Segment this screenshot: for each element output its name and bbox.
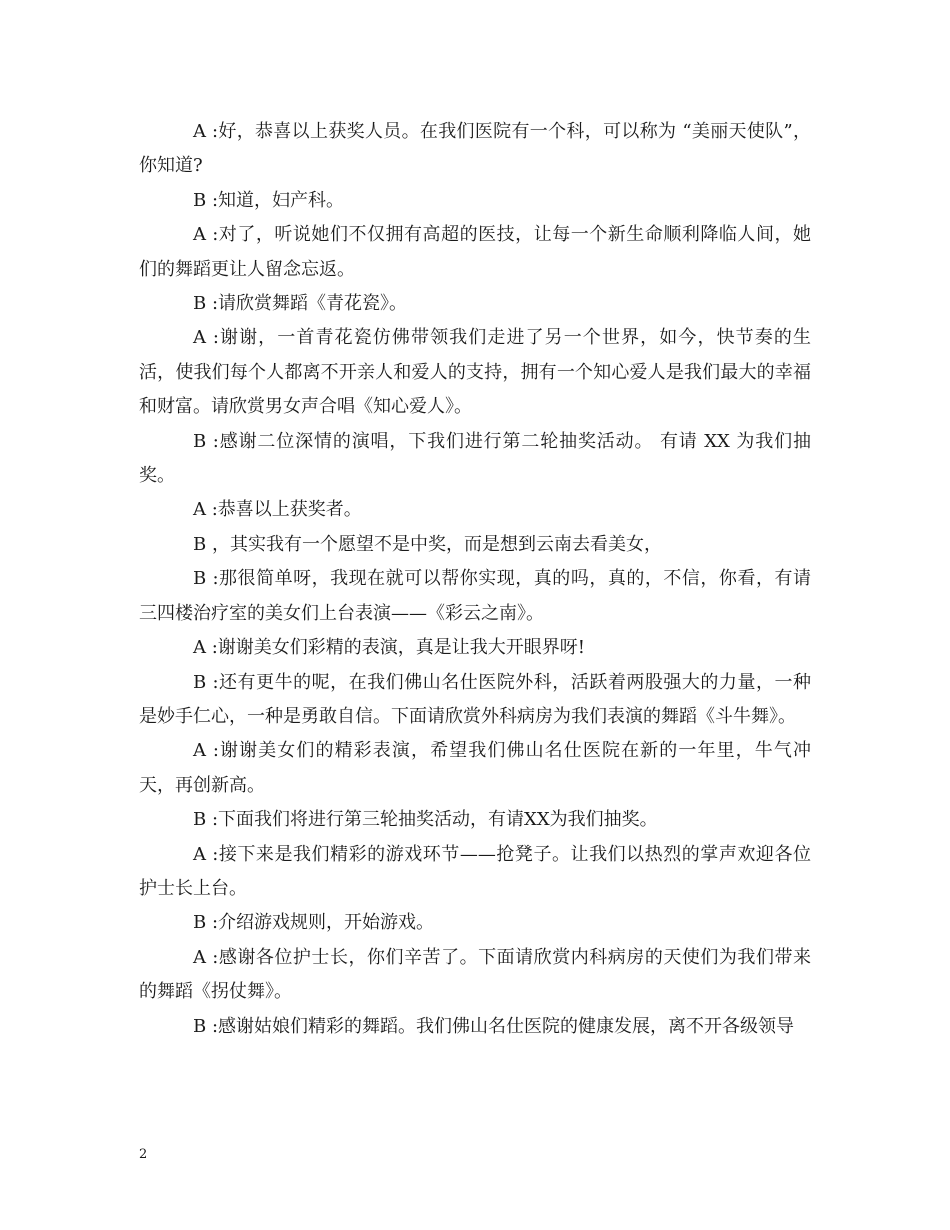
paragraph: A :感谢各位护士长，你们辛苦了。下面请欣赏内科病房的天使们为我们带来的舞蹈《拐仗舞》。 bbox=[139, 946, 811, 1003]
document-body bbox=[139, 115, 811, 1044]
paragraph: A :接下来是我们精彩的游戏环节——抢凳子。让我们以热烈的掌声欢迎各位护士长上台。 bbox=[139, 843, 811, 899]
paragraph: B :还有更牛的呢，在我们佛山名仕医院外科，活跃着两股强大的力量，一种是妙手仁心，一种是勇敢自信。下面请欣赏外科病房为我们表演的舞蹈《斗牛舞》。 bbox=[139, 671, 811, 727]
paragraph: B :下面我们将进行第三轮抽奖活动，有请XX为我们抽奖。 bbox=[193, 809, 658, 831]
paragraph: B :知道，妇产科。 bbox=[193, 189, 345, 211]
paragraph: B :感谢姑娘们精彩的舞蹈。我们佛山名仕医院的健康发展，离不开各级领导 bbox=[193, 1015, 795, 1037]
paragraph: A :谢谢美女们的精彩表演，希望我们佛山名仕医院在新的一年里，牛气冲天，再创新高。 bbox=[139, 740, 811, 796]
paragraph: B :介绍游戏规则，开始游戏。 bbox=[193, 912, 435, 934]
paragraph: B :感谢二位深情的演唱，下我们进行第二轮抽奖活动。 有请 XX 为我们抽奖。 bbox=[139, 430, 811, 487]
paragraph: A :对了，听说她们不仅拥有高超的医技，让每一个新生命顺利降临人间，她们的舞蹈更让人留念忘返。 bbox=[139, 224, 811, 280]
paragraph: A :恭喜以上获奖者。 bbox=[193, 499, 362, 521]
paragraph: B :那很简单呀，我现在就可以帮你实现，真的吗，真的，不信，你看，有请三四楼治疗室的美女们上台表演——《彩云之南》。 bbox=[139, 568, 811, 624]
paragraph: B :请欣赏舞蹈《青花瓷》。 bbox=[193, 293, 408, 315]
paragraph: B ，其实我有一个愿望不是中奖，而是想到云南去看美女， bbox=[193, 533, 662, 555]
page-number: 2 bbox=[139, 1147, 148, 1162]
paragraph: A :谢谢美女们彩精的表演，真是让我大开眼界呀! bbox=[193, 637, 586, 659]
paragraph: A :谢谢，一首青花瓷仿佛带领我们走进了另一个世界，如今，快节奏的生活，使我们每个人都离不开亲人和爱人的支持，拥有一个知心爱人是我们最大的幸福和财富。请欣赏男女声合唱《知心爱人》。 bbox=[139, 327, 811, 418]
paragraph: A :好，恭喜以上获奖人员。在我们医院有一个科，可以称为 “美丽天使队”，你知道? bbox=[139, 121, 811, 177]
